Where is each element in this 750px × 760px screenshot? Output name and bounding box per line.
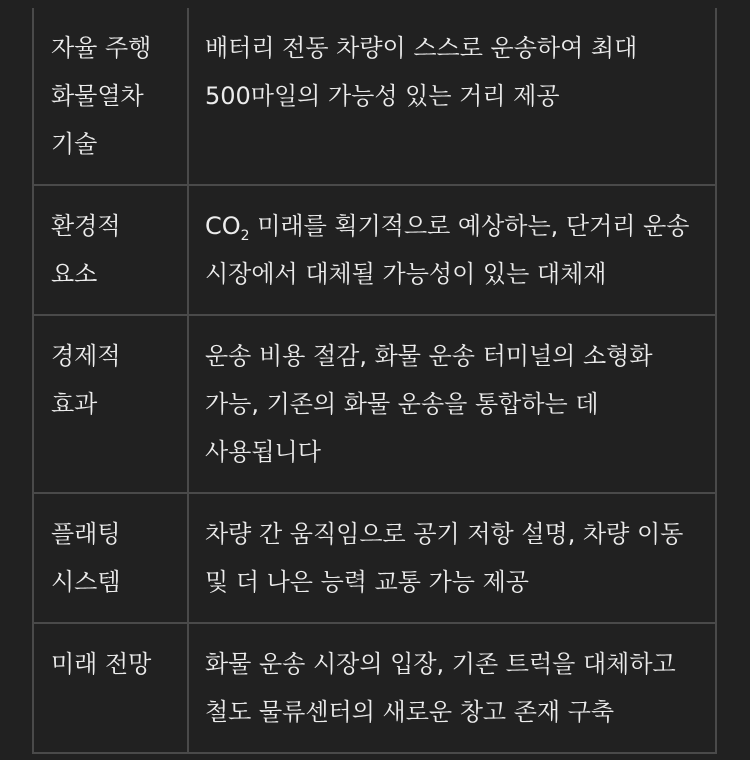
row-key-cell: 미래 전망: [33, 623, 188, 753]
table-row: [33, 8, 716, 185]
table-row: [33, 623, 716, 753]
row-value-cell: 운송 비용 절감, 화물 운송 터미널의 소형화 가능, 기존의 화물 운송을 통합하는 데 사용됩니다: [188, 315, 716, 493]
row-value-cell: 차량 간 움직임으로 공기 저항 설명, 차량 이동 및 더 나은 능력 교통 가능 제공: [188, 493, 716, 623]
row-value-text: 미래를 획기적으로 예상하는, 단거리 운송 시장에서 대체될 가능성이 있는 대체재: [205, 212, 690, 288]
row-key-cell: 자율 주행 화물열차 기술: [33, 8, 188, 185]
row-value-cell: 화물 운송 시장의 입장, 기존 트럭을 대체하고 철도 물류센터의 새로운 창고 존재 구축: [188, 623, 716, 753]
table-row: [33, 493, 716, 623]
row-value-cell: 배터리 전동 차량이 스스로 운송하여 최대 500마일의 가능성 있는 거리 제공: [188, 8, 716, 185]
info-table: [32, 8, 717, 754]
table-row: [33, 185, 716, 315]
table-row: [33, 315, 716, 493]
row-key-cell: 경제적 효과: [33, 315, 188, 493]
row-key-cell: 플래팅 시스템: [33, 493, 188, 623]
row-key-cell: 환경적 요소: [33, 185, 188, 315]
info-table-container: [32, 8, 717, 754]
co2-subscript: 2: [240, 228, 250, 244]
co2-text: CO: [205, 212, 241, 240]
row-value-cell: [188, 185, 716, 315]
